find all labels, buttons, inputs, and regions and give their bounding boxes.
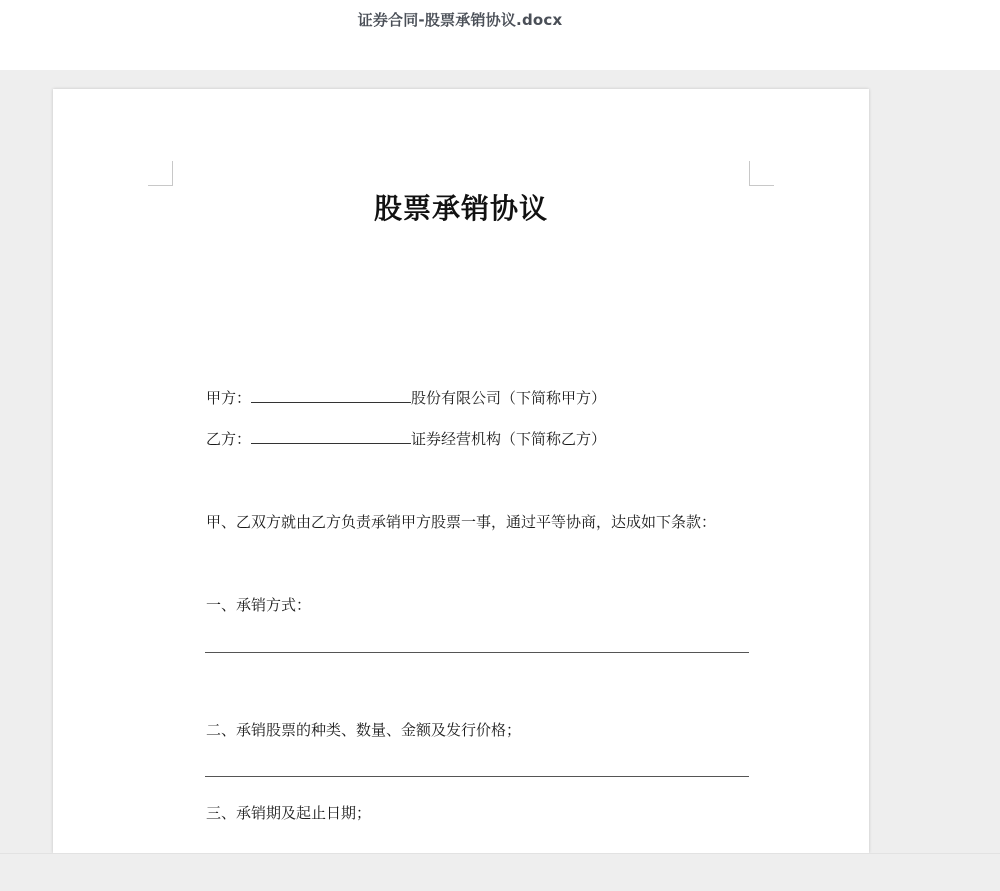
document-filename: 证券合同-股票承销协议.docx	[357, 11, 563, 29]
party-a-label: 甲方：	[206, 389, 252, 407]
section-2-heading: 二、承销股票的种类、数量、金额及发行价格；	[206, 721, 522, 739]
top-right-margin-marker	[749, 161, 774, 186]
party-b-label: 乙方：	[206, 430, 252, 448]
section-1-heading: 一、承销方式：	[206, 596, 312, 614]
title-bar	[0, 0, 1000, 70]
top-left-margin-marker	[148, 161, 173, 186]
section-2-fill-line	[205, 776, 749, 777]
party-b-blank	[251, 429, 411, 444]
party-b-suffix: 证券经营机构（下简称乙方）	[411, 430, 607, 448]
party-a-suffix: 股份有限公司（下简称甲方）	[411, 389, 607, 407]
document-title: 股票承销协议	[373, 192, 548, 225]
section-1-fill-line	[205, 652, 749, 653]
party-a-blank	[251, 388, 411, 403]
section-3-heading: 三、承销期及起止日期；	[206, 804, 372, 822]
intro-paragraph: 甲、乙双方就由乙方负责承销甲方股票一事，通过平等协商，达成如下条款：	[206, 513, 717, 531]
bottom-bar	[0, 853, 1000, 891]
party-b-line	[206, 428, 606, 449]
party-a-line	[206, 387, 606, 408]
document-page[interactable]	[53, 89, 869, 853]
